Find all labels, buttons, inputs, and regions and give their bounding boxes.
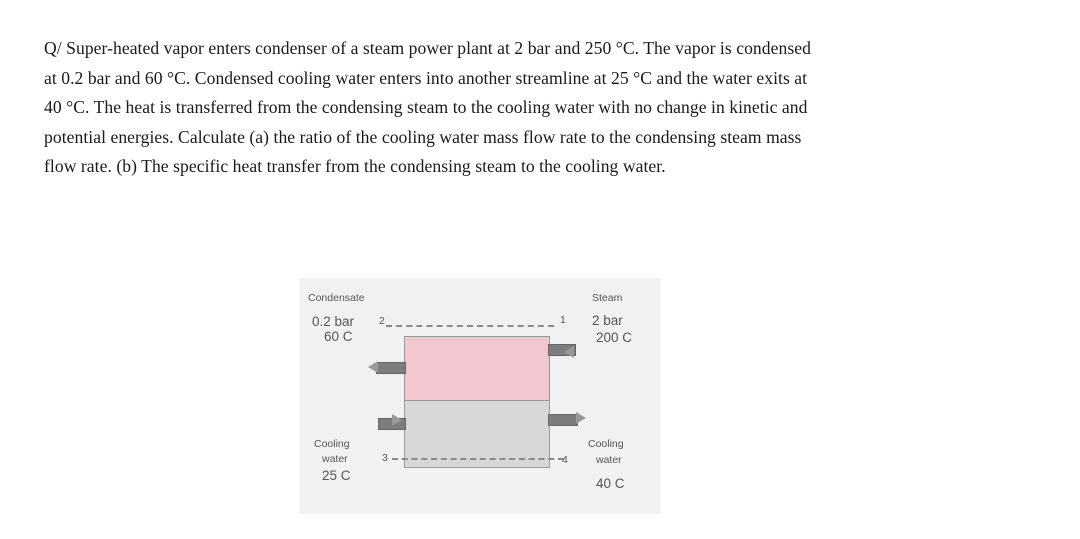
cooling-water-outlet-label-1: Cooling xyxy=(588,438,624,450)
steam-label: Steam xyxy=(592,292,623,304)
question-text xyxy=(44,34,1004,182)
question-line-5: flow rate. (b) The specific heat transfer from the condensing steam to the cooling water. xyxy=(44,156,666,177)
steam-in-arrow-icon xyxy=(564,346,574,358)
question-line-3: 40 °C. The heat is transferred from the condensing steam to the cooling water with no change in kinetic and xyxy=(44,97,808,118)
control-volume-top-line xyxy=(386,325,554,327)
steam-pressure: 2 bar xyxy=(592,313,623,328)
condensate-out-arrow-icon xyxy=(368,361,378,373)
question-line-4: potential energies. Calculate (a) the ratio of the cooling water mass flow rate to the condensing steam mass xyxy=(44,126,802,147)
condensate-label: Condensate xyxy=(308,292,365,304)
state-4-label: 4 xyxy=(562,454,568,466)
cooling-water-inlet-temperature: 25 C xyxy=(322,468,351,483)
cooling-out-arrow-icon xyxy=(576,412,586,424)
state-2-label: 2 xyxy=(379,315,385,327)
control-volume-bottom-line xyxy=(392,458,564,460)
cooling-water-outlet-temperature: 40 C xyxy=(596,476,625,491)
state-3-label: 3 xyxy=(382,452,388,464)
condensate-temperature: 60 C xyxy=(324,329,353,344)
question-line-2: at 0.2 bar and 60 °C. Condensed cooling water enters into another streamline at 25 °C and the water exits at xyxy=(44,67,808,88)
condensate-pressure: 0.2 bar xyxy=(312,314,355,329)
cooling-water-outlet-pipe xyxy=(548,414,578,426)
question-line-1: Q/ Super-heated vapor enters condenser of a steam power plant at 2 bar and 250 °C. The vapor is condensed xyxy=(44,38,811,58)
cooling-water-inlet-label-2: water xyxy=(322,453,348,465)
steam-side-chamber xyxy=(404,336,550,402)
cooling-water-outlet-label-2: water xyxy=(596,454,622,466)
condenser-diagram xyxy=(300,278,660,514)
cooling-water-inlet-label-1: Cooling xyxy=(314,438,350,450)
steam-temperature: 200 C xyxy=(596,330,633,345)
condensate-outlet-pipe xyxy=(376,362,406,374)
state-1-label: 1 xyxy=(560,314,566,326)
cooling-in-arrow-icon xyxy=(392,414,402,426)
